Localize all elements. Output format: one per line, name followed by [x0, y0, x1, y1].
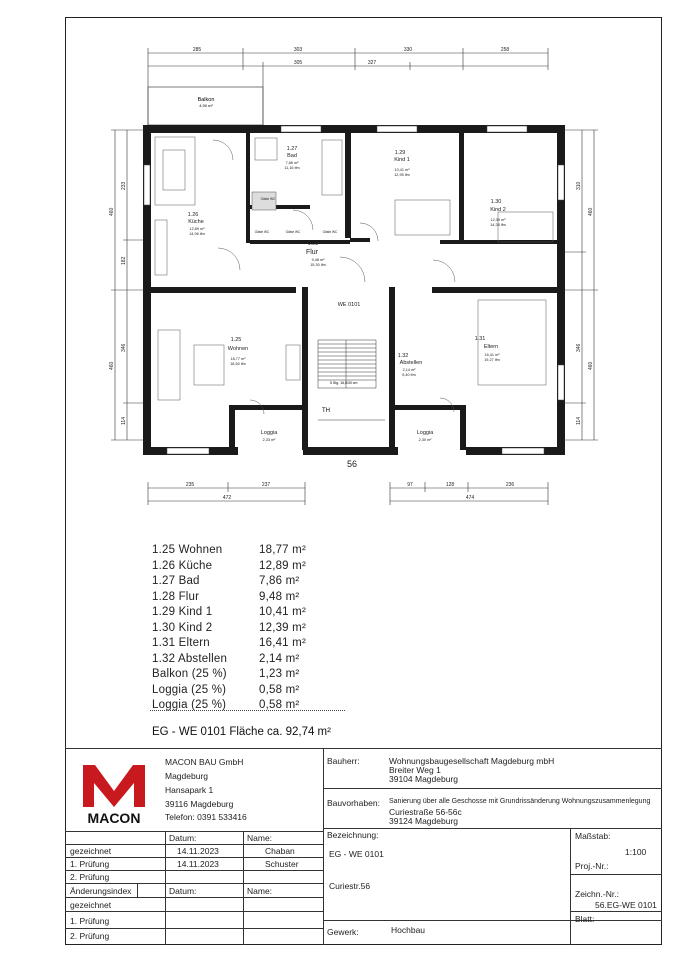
bezeichnung-label: Bezeichnung: [327, 830, 379, 840]
room-1-25-id: 1.25 [230, 337, 242, 343]
divider [570, 828, 571, 945]
dim-right-total-1: 460 [588, 207, 594, 216]
area-value: 1,23 m² [259, 668, 300, 680]
divider [323, 828, 662, 829]
room-1-30-name: Kind 2 [490, 207, 506, 213]
small-label-4: Gäste WC [260, 197, 276, 201]
area-value: 0,58 m² [259, 683, 300, 696]
room-1-31-lfm: 19,27 lfm [484, 358, 500, 362]
room-1-30-lfm: 14,28 lfm [490, 223, 506, 227]
small-label-2: Gäste WC [285, 230, 301, 234]
house-number: 56 [346, 459, 358, 469]
area-name: 1.27 Bad [152, 575, 200, 587]
vorhaben-label: Bauvorhaben: [327, 798, 380, 808]
divider [65, 870, 323, 871]
row-label: 1. Prüfung [70, 916, 110, 926]
divider [323, 748, 324, 945]
divider [65, 883, 323, 884]
area-value: 12,39 m² [259, 621, 306, 634]
dim-bottom-5: 236 [505, 482, 515, 488]
unit-label: WE 0101 [337, 302, 361, 308]
datum-header-2: Datum: [169, 886, 197, 896]
dim-right-2: 346 [576, 343, 582, 352]
divider [323, 920, 662, 921]
walls [143, 125, 565, 455]
bezeichnung-value: EG - WE 0101 [329, 849, 384, 859]
row-name: Chaban [265, 846, 295, 856]
room-1-26-area: 12,89 m² [189, 227, 205, 231]
dim-top-5: 305 [293, 60, 303, 66]
balcony-label: Balkon [197, 97, 215, 103]
room-1-25-name: Wohnen [227, 346, 249, 352]
area-row [152, 652, 352, 668]
loggia-right-label: Loggia [416, 430, 434, 436]
room-1-28-area: 9,48 m² [311, 258, 325, 262]
divider [65, 844, 323, 845]
room-1-29-area: 10,41 m² [394, 168, 410, 172]
small-label-3: Gäste WC [322, 230, 338, 234]
room-1-27-area: 7,86 m² [285, 161, 299, 165]
massstab-label: Maßstab: [575, 831, 611, 841]
company-city: Magdeburg [165, 771, 209, 781]
area-value: 2,14 m² [259, 652, 300, 665]
dim-top-2: 303 [293, 47, 303, 53]
area-row [152, 559, 352, 575]
divider [150, 710, 345, 711]
dim-bottom-4: 128 [445, 482, 455, 488]
area-value: 0,58 m² [259, 699, 300, 711]
divider [323, 788, 662, 789]
dim-bottom-1: 235 [185, 482, 195, 488]
area-row [152, 543, 352, 559]
area-value: 16,41 m² [259, 637, 306, 649]
row-name: Schuster [265, 859, 299, 869]
dimension-lines-right [563, 130, 598, 440]
vorhaben-line-3: 39124 Magdeburg [389, 816, 459, 826]
area-value: 18,77 m² [259, 544, 306, 556]
divider [570, 874, 662, 875]
bauherr-line-3: 39104 Magdeburg [389, 774, 459, 784]
room-1-27-id: 1.27 [286, 146, 298, 152]
area-row [152, 574, 352, 590]
dim-left-1: 233 [121, 181, 127, 190]
area-name: 1.26 Küche [152, 559, 213, 572]
loggia-right-area: 2,30 m² [418, 438, 432, 442]
company-street: Hansapark 1 [165, 785, 214, 795]
dim-right-3: 114 [576, 417, 582, 425]
room-1-32-lfm: 5,40 lfm [402, 373, 416, 377]
area-list [152, 543, 352, 714]
vorhaben-line-2: Curiestraße 56-56c [389, 807, 462, 817]
area-name: 1.28 Flur [152, 590, 200, 603]
dim-top-4: 258 [500, 47, 510, 53]
furniture [155, 137, 553, 414]
loggia-left-area: 2,33 m² [262, 438, 276, 442]
total-area: EG - WE 0101 Fläche ca. 92,74 m² [152, 726, 331, 738]
dim-bottom-total-left: 472 [222, 495, 232, 501]
stair-label: TH [322, 408, 330, 414]
room-1-26-lfm: 14,96 lfm [189, 232, 205, 236]
area-row [152, 590, 352, 606]
room-1-26-id: 1.26 [187, 212, 199, 218]
room-1-31-name: Eltern [483, 344, 499, 350]
room-1-32-area: 2,14 m² [402, 368, 416, 372]
balcony-area: 4,90 m² [199, 103, 213, 108]
blatt-label: Blatt: [575, 914, 595, 924]
area-name: 1.31 Eltern [152, 637, 210, 649]
dim-top-6: 327 [367, 60, 377, 66]
company-phone: Telefon: 0391 533416 [165, 812, 247, 822]
area-name: 1.32 Abstellen [152, 652, 228, 665]
room-1-25-lfm: 18,50 lfm [230, 362, 246, 366]
macon-logo [79, 759, 149, 829]
logo-text: MACON [87, 810, 141, 826]
room-1-27-name: Bad [287, 153, 297, 159]
bauherr-line-1: Wohnungsbaugesellschaft Magdeburg mbH [389, 756, 555, 766]
massstab-value: 1:100 [625, 847, 647, 857]
room-1-30-id: 1.30 [490, 199, 502, 205]
gewerk-label: Gewerk: [327, 927, 359, 937]
dim-left-total-2: 460 [109, 361, 115, 370]
area-value: 12,89 m² [259, 559, 306, 572]
area-name: 1.30 Kind 2 [152, 621, 213, 634]
room-1-25-area: 18,77 m² [230, 357, 246, 361]
row-date: 14.11.2023 [177, 859, 219, 869]
area-row [152, 698, 352, 714]
gewerk-value: Hochbau [391, 925, 426, 935]
dim-bottom-2: 237 [261, 482, 271, 488]
aenderung-label: Änderungsindex [70, 886, 132, 896]
room-1-31-id: 1.31 [474, 336, 486, 342]
dim-top-3: 330 [403, 47, 413, 53]
divider [65, 928, 323, 929]
dim-left-2: 182 [121, 256, 127, 265]
row-label: 1. Prüfung [70, 859, 110, 869]
room-1-29-id: 1.29 [394, 150, 406, 156]
divider [137, 883, 138, 897]
loggia-left-label: Loggia [260, 430, 278, 436]
row-label: gezeichnet [70, 900, 112, 910]
dim-left-3: 346 [121, 343, 127, 352]
divider [65, 897, 323, 898]
dim-top-1: 285 [192, 47, 202, 53]
dim-left-total-1: 460 [109, 207, 115, 216]
dimension-lines-left [111, 130, 145, 440]
datum-header: Datum: [169, 833, 197, 843]
room-1-29-lfm: 12,95 lfm [394, 173, 410, 177]
vorhaben-line-1: Sanierung über alle Geschosse mit Grundrissänderung Wohnungszusammenlegung [389, 798, 651, 805]
dim-bottom-total-right: 474 [465, 495, 475, 501]
dim-right-total-2: 460 [588, 361, 594, 370]
divider [65, 911, 323, 912]
row-label: 2. Prüfung [70, 872, 110, 882]
dim-left-4: 114 [121, 417, 127, 425]
row-label: gezeichnet [70, 846, 112, 856]
company-zip: 39116 Magdeburg [165, 799, 234, 809]
stair-text: 5 Stg. 16,5/30 cm [330, 381, 358, 385]
row-label: 2. Prüfung [70, 931, 110, 941]
room-1-28-id: 1.28 [307, 241, 319, 247]
row-date: 14.11.2023 [177, 846, 219, 856]
area-row [152, 621, 352, 637]
area-value: 7,86 m² [259, 575, 300, 587]
room-1-26-name: Küche [188, 219, 204, 225]
divider [243, 831, 244, 945]
divider [65, 857, 323, 858]
title-block [65, 748, 662, 945]
zeichnr-value: 56.EG-WE 0101 [595, 900, 657, 910]
street-value: Curiestr.56 [329, 881, 371, 891]
divider [65, 748, 662, 749]
dim-bottom-3: 97 [407, 482, 413, 488]
room-1-30-area: 12,39 m² [490, 218, 506, 222]
room-1-32-name: Abstellen [399, 360, 423, 366]
projnr-label: Proj.-Nr.: [575, 861, 609, 871]
divider [570, 911, 662, 912]
divider [165, 831, 166, 945]
company-name: MACON BAU GmbH [165, 757, 244, 767]
dim-right-1: 310 [576, 181, 582, 190]
area-name: Loggia (25 %) [152, 683, 227, 696]
area-name: Loggia (25 %) [152, 699, 227, 711]
room-1-31-area: 16,41 m² [484, 353, 500, 357]
area-name: Balkon (25 %) [152, 668, 227, 680]
name-header: Name: [247, 833, 273, 843]
area-row [152, 605, 352, 621]
room-1-32-id: 1.32 [397, 353, 409, 359]
divider [65, 831, 323, 832]
name-header-2: Name: [247, 886, 273, 896]
room-1-28-lfm: 15,30 lfm [310, 263, 326, 267]
bauherr-label: Bauherr: [327, 756, 360, 766]
zeichnr-label: Zeichn.-Nr.: [575, 889, 619, 899]
area-name: 1.29 Kind 1 [152, 606, 213, 618]
balcony [148, 87, 263, 125]
area-value: 10,41 m² [259, 606, 306, 618]
area-row [152, 683, 352, 699]
dimension-lines-bottom [148, 482, 548, 505]
area-name: 1.25 Wohnen [152, 544, 223, 556]
room-1-29-name: Kind 1 [394, 157, 410, 163]
small-label-1: Gäste WC [254, 230, 270, 234]
room-1-27-lfm: 11,16 lfm [284, 166, 300, 170]
area-value: 9,48 m² [259, 590, 300, 603]
area-row [152, 667, 352, 683]
area-row [152, 636, 352, 652]
bauherr-line-2: Breiter Weg 1 [389, 765, 441, 775]
room-1-28-name: Flur [305, 249, 319, 256]
